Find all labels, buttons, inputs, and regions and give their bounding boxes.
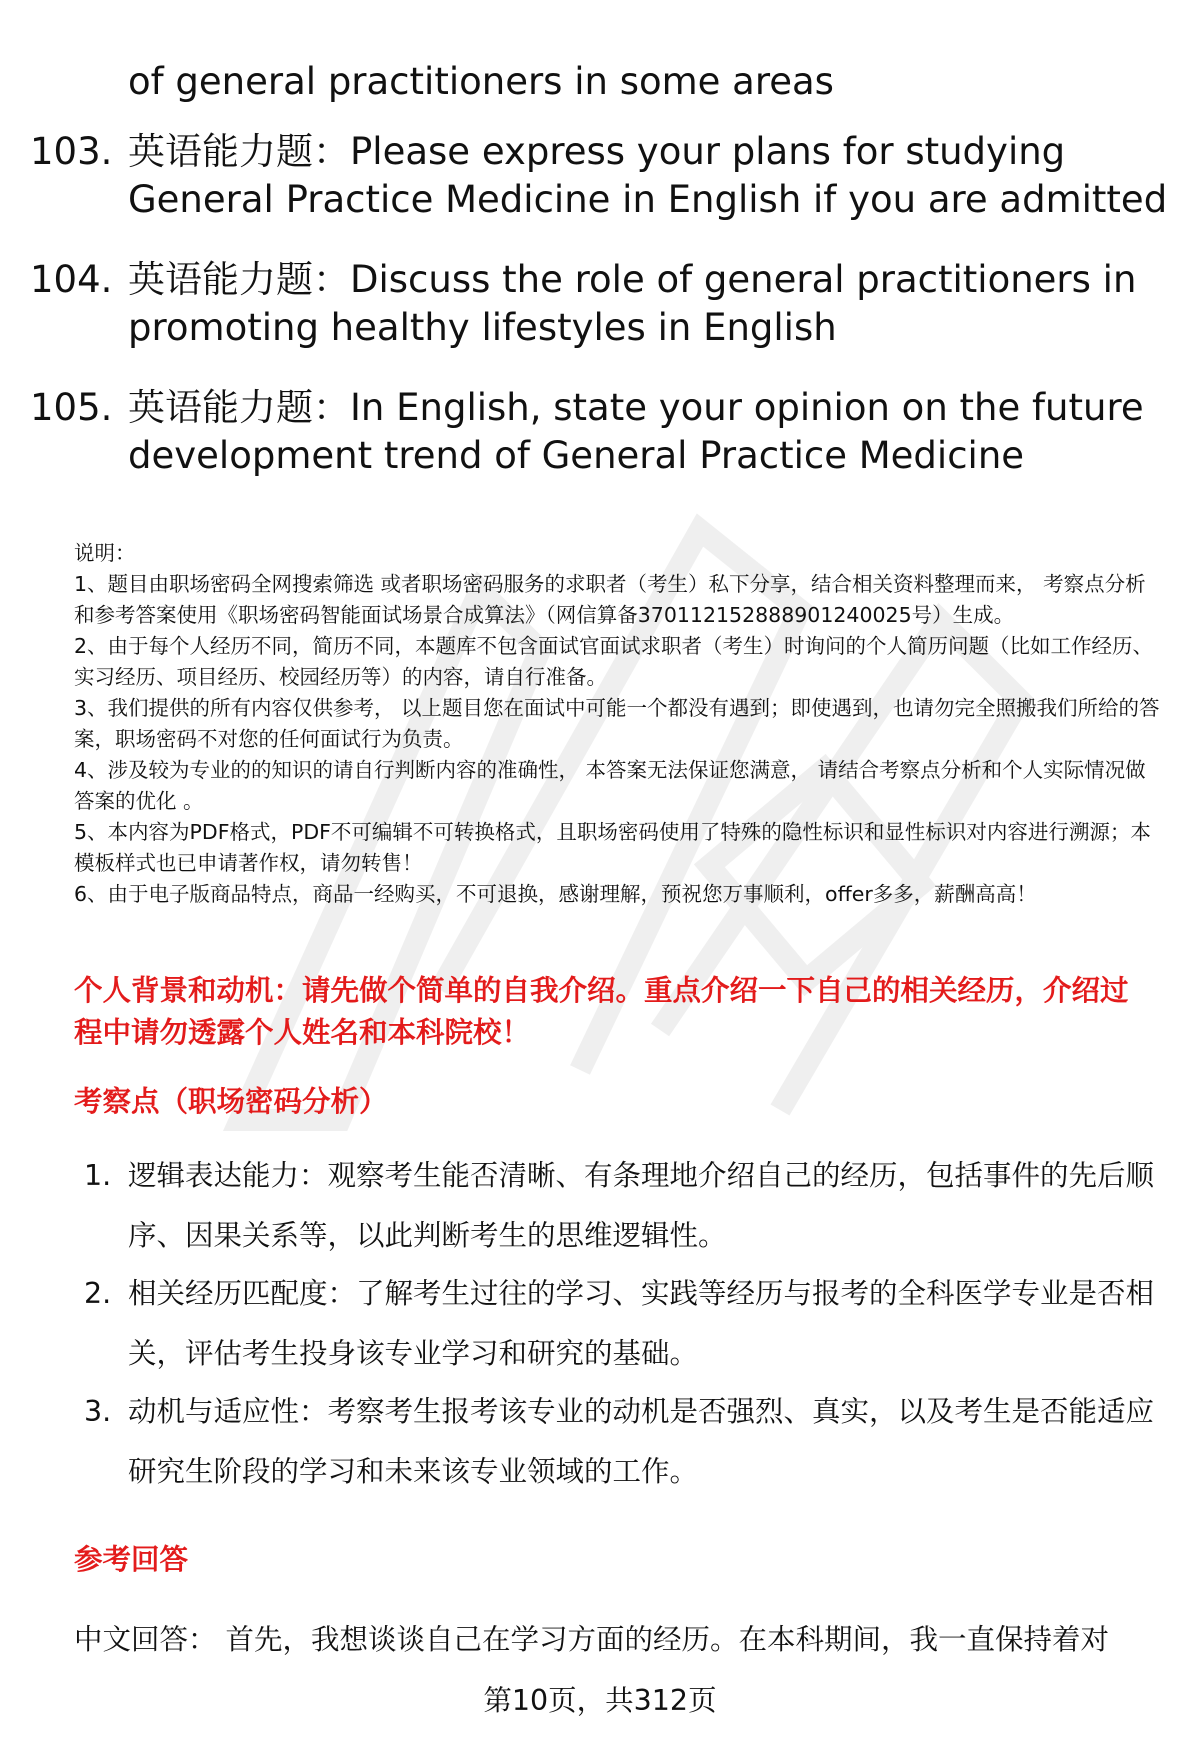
note-item: 1、题目由职场密码全网搜索筛选 或者职场密码服务的求职者（考生）私下分享，结合相关资料整理而来， 考察点分析和参考答案使用《职场密码智能面试场景合成算法》（网信算备370112152888901240025号）生成。 xyxy=(74,572,1146,627)
point-text: 动机与适应性：考察考生报考该专业的动机是否强烈、真实，以及考生是否能适应研究生阶段的学习和未来该专业领域的工作。 xyxy=(128,1395,1155,1488)
note-item: 5、本内容为PDF格式，PDF不可编辑不可转换格式，且职场密码使用了特殊的隐性标识和显性标识对内容进行溯源；本模板样式也已申请著作权，请勿转售！ xyxy=(74,820,1151,875)
notes-section xyxy=(74,538,1164,910)
note-item: 2、由于每个人经历不同，简历不同，本题库不包含面试官面试求职者（考生）时询问的个人简历问题（比如工作经历、实习经历、项目经历、校园经历等）的内容，请自行准备。 xyxy=(74,634,1154,689)
question-text: 英语能力题：In English, state your opinion on the future development trend of General Practice Medicine xyxy=(128,386,1144,477)
question-number: 103. xyxy=(30,130,113,173)
question-item xyxy=(30,256,1170,352)
point-text: 逻辑表达能力：观察考生能否清晰、有条理地介绍自己的经历，包括事件的先后顺序、因果关系等，以此判断考生的思维逻辑性。 xyxy=(128,1159,1155,1252)
page-footer: 第10页，共312页 xyxy=(483,1684,717,1717)
point-text: 相关经历匹配度：了解考生过往的学习、实践等经历与报考的全科医学专业是否相关，评估考生投身该专业学习和研究的基础。 xyxy=(128,1277,1155,1370)
analysis-point xyxy=(84,1264,1164,1384)
question-number: 105. xyxy=(30,386,113,429)
note-item: 3、我们提供的所有内容仅供参考， 以上题目您在面试中可能一个都没有遇到；即使遇到，也请勿完全照搬我们所给的答案，职场密码不对您的任何面试行为负责。 xyxy=(74,696,1160,751)
notes-heading: 说明： xyxy=(74,541,136,565)
analysis-point xyxy=(84,1146,1164,1266)
question-continuation: of general practitioners in some areas xyxy=(128,60,834,103)
question-text: 英语能力题：Please express your plans for studying General Practice Medicine in English if you are admitted xyxy=(128,130,1168,221)
point-number: 3. xyxy=(84,1395,112,1428)
note-item: 6、由于电子版商品特点，商品一经购买，不可退换，感谢理解，预祝您万事顺利，offer多多，薪酬高高！ xyxy=(74,882,1037,906)
point-number: 1. xyxy=(84,1159,112,1192)
analysis-point xyxy=(84,1382,1164,1502)
answer-heading: 参考回答 xyxy=(74,1543,189,1576)
question-number: 104. xyxy=(30,258,113,301)
point-number: 2. xyxy=(84,1277,112,1310)
question-item xyxy=(30,128,1170,224)
answer-text: 中文回答： 首先，我想谈谈自己在学习方面的经历。在本科期间，我一直保持着对 xyxy=(74,1623,1110,1656)
analysis-heading: 考察点（职场密码分析） xyxy=(74,1085,388,1118)
note-item: 4、涉及较为专业的的知识的请自行判断内容的准确性， 本答案无法保证您满意， 请结合考察点分析和个人实际情况做答案的优化 。 xyxy=(74,758,1146,813)
question-text: 英语能力题：Discuss the role of general practitioners in promoting healthy lifestyles in English xyxy=(128,258,1137,349)
interview-question: 个人背景和动机：请先做个简单的自我介绍。重点介绍一下自己的相关经历，介绍过程中请勿透露个人姓名和本科院校！ xyxy=(74,974,1129,1049)
question-item xyxy=(30,384,1170,480)
